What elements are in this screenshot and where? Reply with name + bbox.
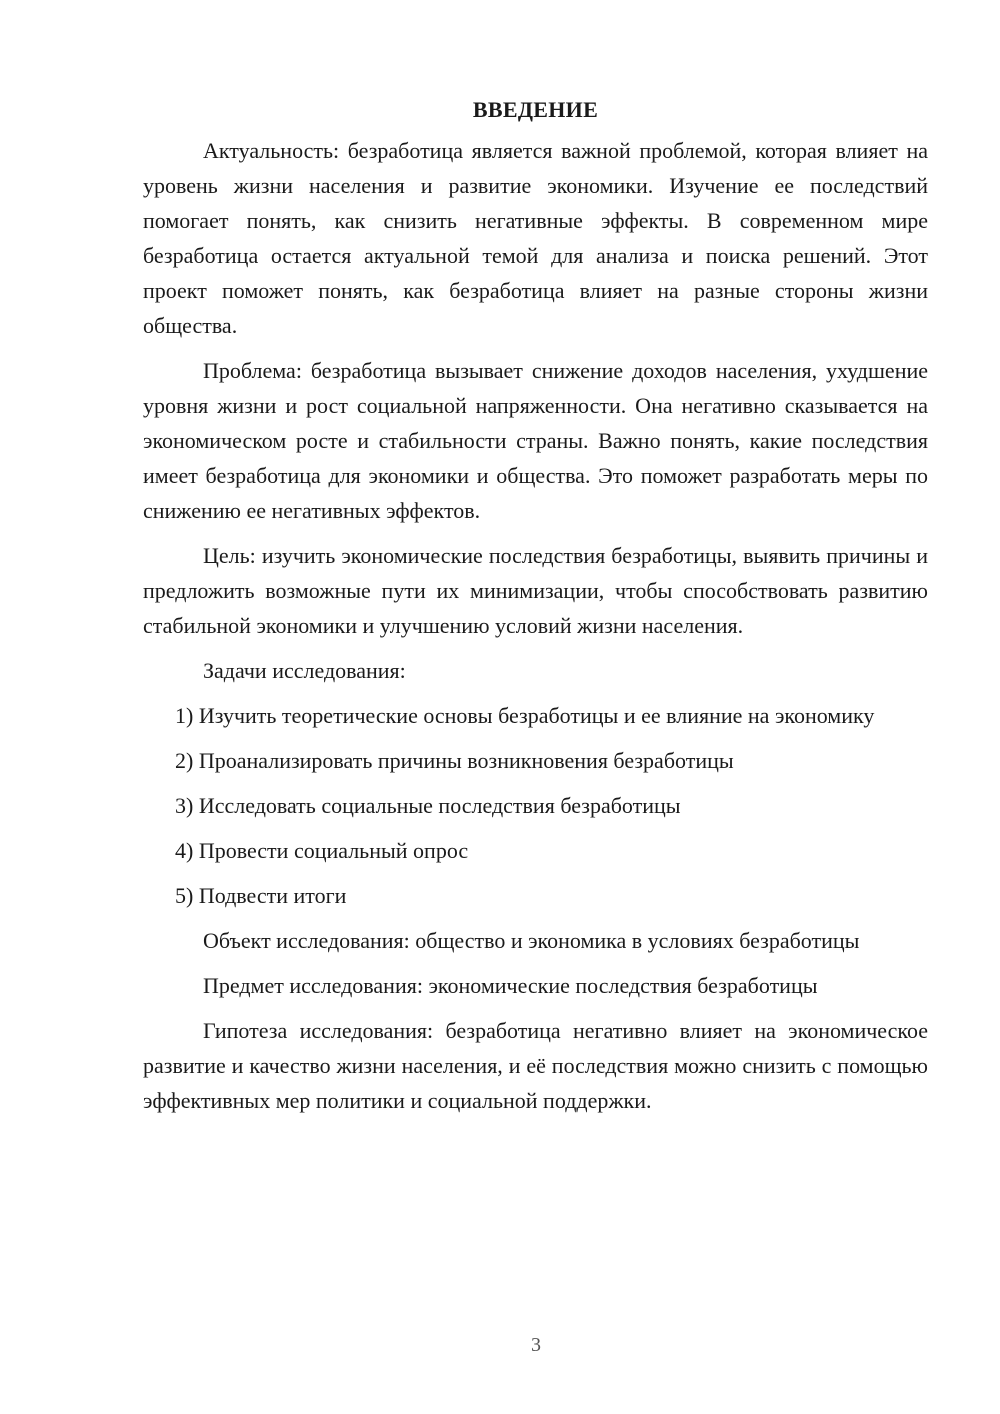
section-heading: ВВЕДЕНИЕ bbox=[472, 97, 599, 122]
problem-paragraph: Проблема: безработица вызывает снижение доходов населения, ухудшение уровня жизни и рост социальной напряженности. Она негативно сказывается на экономическом росте и стабильности страны. Важно понять, какие последствия имеет безработица для экономики и общества. Это поможет разработать меры по снижению ее негативных эффектов. bbox=[143, 358, 928, 523]
task-item: 1) Изучить теоретические основы безработицы и ее влияние на экономику bbox=[175, 703, 875, 728]
task-item: 4) Провести социальный опрос bbox=[175, 838, 469, 863]
page-number: 3 bbox=[531, 1334, 541, 1356]
task-item: 2) Проанализировать причины возникновения безработицы bbox=[175, 748, 734, 773]
goal-paragraph: Цель: изучить экономические последствия безработицы, выявить причины и предложить возможные пути их минимизации, чтобы способствовать развитию стабильной экономики и улучшению условий жизни населения. bbox=[143, 543, 928, 638]
object-paragraph: Объект исследования: общество и экономика в условиях безработицы bbox=[203, 928, 860, 953]
document-page bbox=[143, 92, 928, 1128]
relevance-paragraph: Актуальность: безработица является важной проблемой, которая влияет на уровень жизни населения и развитие экономики. Изучение ее последствий помогает понять, как снизить негативные эффекты. В современном мире безработица остается актуальной темой для анализа и поиска решений. Этот проект поможет понять, как безработица влияет на разные стороны жизни общества. bbox=[143, 138, 928, 338]
task-item: 3) Исследовать социальные последствия безработицы bbox=[175, 793, 681, 818]
hypothesis-paragraph: Гипотеза исследования: безработица негативно влияет на экономическое развитие и качество жизни населения, и её последствия можно снизить с помощью эффективных мер политики и социальной поддержки. bbox=[143, 1018, 928, 1113]
subject-paragraph: Предмет исследования: экономические последствия безработицы bbox=[203, 973, 818, 998]
task-item: 5) Подвести итоги bbox=[175, 883, 347, 908]
tasks-title: Задачи исследования: bbox=[203, 658, 406, 683]
